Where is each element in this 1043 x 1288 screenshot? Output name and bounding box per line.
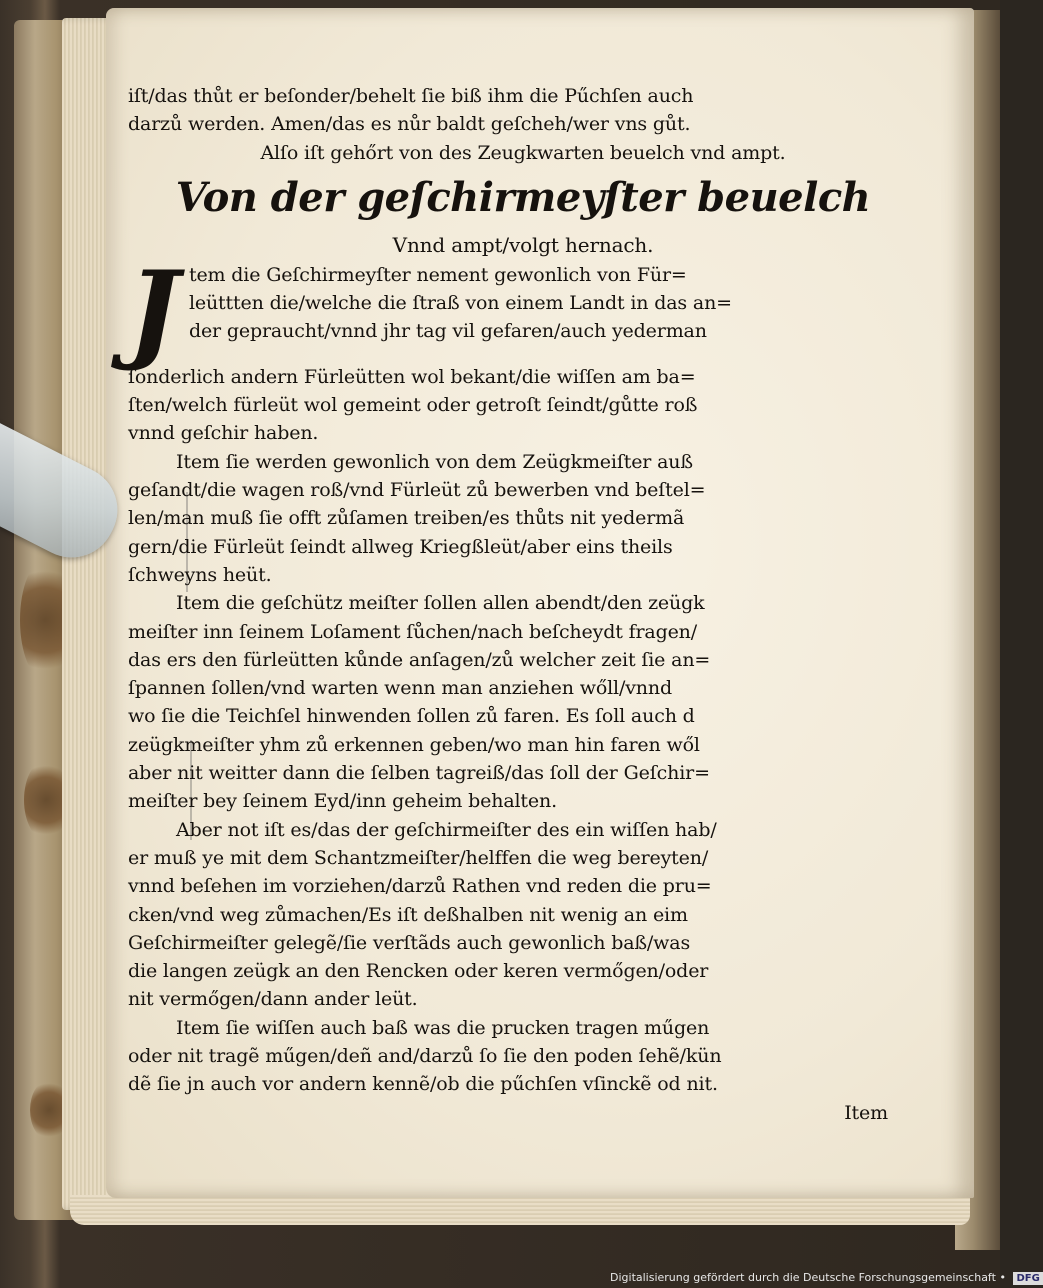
text-line: ſten/welch fürleüt wol gemeint oder getroſt ſeindt/gůtte roß bbox=[128, 394, 698, 417]
digitization-credit bbox=[610, 1270, 1043, 1286]
text-line: ſonderlich andern Fürleütten wol bekant/die wiſſen am ba= bbox=[128, 365, 696, 388]
text-line: cken/vnd weg zůmachen/Es iſt deßhalben nit wenig an eim bbox=[128, 903, 688, 926]
text-line: vnnd geſchir haben. bbox=[128, 422, 319, 445]
text-line: meiſter inn ſeinem Loſament ſůchen/nach beſcheydt fragen/ bbox=[128, 620, 698, 643]
text-line: tem die Geſchirmeyſter nement gewonlich von Für= bbox=[188, 263, 687, 286]
text-line: zeügkmeiſter yhm zů erkennen geben/wo man hin faren wől bbox=[128, 733, 700, 756]
credit-separator: • bbox=[999, 1271, 1006, 1284]
text-line: gern/die Fürleüt ſeindt allweg Kriegßleüt/aber eins theils bbox=[128, 535, 673, 558]
text-line: der gepraucht/vnnd jhr tag vil gefaren/auch yederman bbox=[188, 320, 707, 343]
text-line: das ers den fürleütten kůnde anſagen/zů welcher zeit ſie an= bbox=[128, 648, 711, 671]
text-line: dẽ ſie jn auch vor andern kennẽ/ob die pűchſen vſinckẽ od nit. bbox=[128, 1073, 718, 1096]
text-line: vnnd beſehen im vorziehen/darzů Rathen vnd reden die pru= bbox=[128, 875, 712, 898]
text-line: len/man muß ſie offt zůſamen treiben/es thůts nit yedermã bbox=[128, 507, 685, 530]
text-line: nit vermőgen/dann ander leüt. bbox=[128, 988, 418, 1011]
text-line: Geſchirmeiſter gelegẽ/ſie verſtãds auch gewonlich baß/was bbox=[128, 931, 691, 954]
text-line: Item die geſchütz meiſter ſollen allen abendt/den zeügk bbox=[176, 592, 705, 615]
text-line: Item ſie werden gewonlich von dem Zeügkmeiſter auß bbox=[176, 450, 693, 473]
text-line: Aber not iſt es/das der geſchirmeiſter des ein wiſſen hab/ bbox=[176, 818, 717, 841]
text-line: iſt/das thůt er beſonder/behelt ſie biß ihm die Pűchſen auch bbox=[128, 85, 694, 107]
text-line: Alſo iſt gehőrt von des Zeugkwarten beuelch vnd ampt. bbox=[260, 141, 786, 164]
text-line: geſandt/die wagen roß/vnd Fürleüt zů bewerben vnd beſtel= bbox=[128, 479, 706, 502]
dfg-logo: DFG bbox=[1013, 1272, 1042, 1285]
paragraph-2 bbox=[128, 448, 918, 589]
text-line: leüttten die/welche die ſtraß von einem Landt in das an= bbox=[188, 292, 732, 315]
catchword: Item bbox=[844, 1101, 888, 1124]
paragraph-1 bbox=[128, 247, 918, 448]
text-line: aber nit weitter dann die ſelben tagreiß/das ſoll der Geſchir= bbox=[128, 762, 710, 785]
paragraph-3 bbox=[128, 589, 918, 815]
text-line: er muß ye mit dem Schantzmeiſter/helffen die weg bereyten/ bbox=[128, 846, 709, 869]
text-line: Item ſie wiſſen auch baß was die prucken tragen műgen bbox=[176, 1016, 710, 1039]
page-text bbox=[128, 82, 918, 1127]
section-subheading: Vnnd ampt/volgt hernach. bbox=[392, 232, 654, 257]
section-heading: Von der geſchirmeyſter beuelch bbox=[175, 173, 871, 221]
text-line: meiſter bey ſeinem Eyd/inn geheim behalten. bbox=[128, 790, 557, 813]
credit-text: Digitalisierung gefördert durch die Deutsche Forschungsgemeinschaft bbox=[610, 1271, 996, 1284]
text-line: wo ſie die Teichſel hinwenden ſollen zů faren. Es ſoll auch d bbox=[128, 705, 695, 728]
paragraph-5 bbox=[128, 1014, 918, 1099]
text-line: die langen zeügk an den Rencken oder keren vermőgen/oder bbox=[128, 960, 709, 983]
drop-capital: J bbox=[128, 247, 179, 374]
text-line: ſpannen ſollen/vnd warten wenn man anziehen wőll/vnnd bbox=[128, 677, 672, 700]
text-line: darzů werden. Amen/das es nůr baldt geſcheh/wer vns gůt. bbox=[128, 113, 691, 136]
text-line: oder nit tragẽ műgen/deñ and/darzů ſo ſie den poden ſehẽ/kün bbox=[128, 1045, 722, 1068]
paragraph-4 bbox=[128, 816, 918, 1014]
page-edges-bottom bbox=[70, 1195, 970, 1225]
text-line: ſchweyns heüt. bbox=[128, 563, 272, 586]
